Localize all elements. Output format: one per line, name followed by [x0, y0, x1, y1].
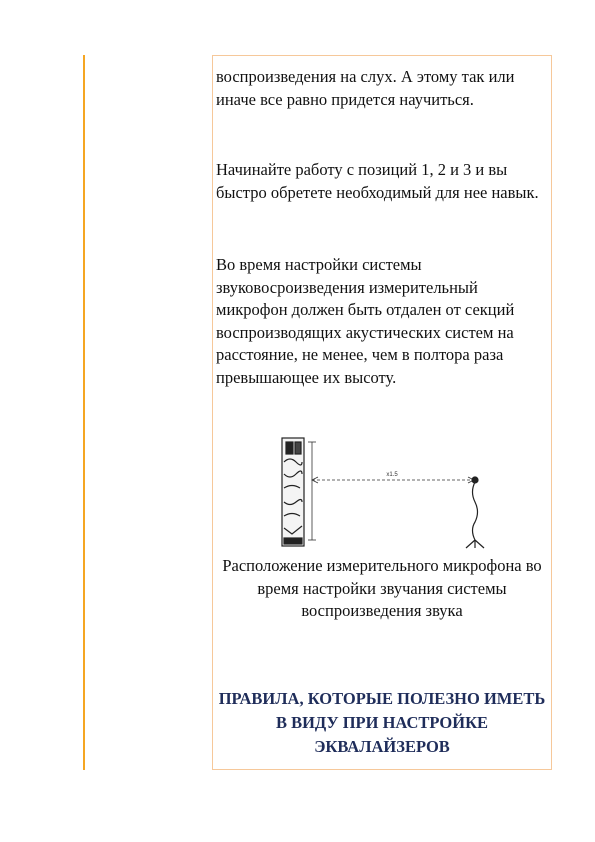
- microphone-stand-illustration: [466, 477, 484, 548]
- paragraph-3: Во время настройки системы звуковосроизведения измерительный микрофон должен быть отдален от секций воспроизводящих акустических систем на расстояние, не менее, чем в полтора раза превышающее их высоту.: [216, 255, 515, 387]
- microphone-placement-diagram: [268, 432, 498, 552]
- distance-label: x1.5: [386, 472, 398, 478]
- height-dimension: [308, 442, 316, 540]
- speaker-stack-illustration: [282, 438, 304, 546]
- figure-caption: Расположение измерительного микрофона во время настройки звучания системы воспроизведения звука: [222, 556, 542, 620]
- section-heading: ПРАВИЛА, КОТОРЫЕ ПОЛЕЗНО ИМЕТЬ В ВИДУ ПРИ НАСТРОЙКЕ ЭКВАЛАЙЗЕРОВ: [218, 689, 546, 756]
- paragraph-2: Начинайте работу с позиций 1, 2 и 3 и вы быстро обретете необходимый для нее навык.: [216, 160, 539, 202]
- margin-rule: [83, 55, 85, 770]
- paragraph-1: воспроизведения на слух. А этому так или иначе все равно придется научиться.: [216, 67, 515, 109]
